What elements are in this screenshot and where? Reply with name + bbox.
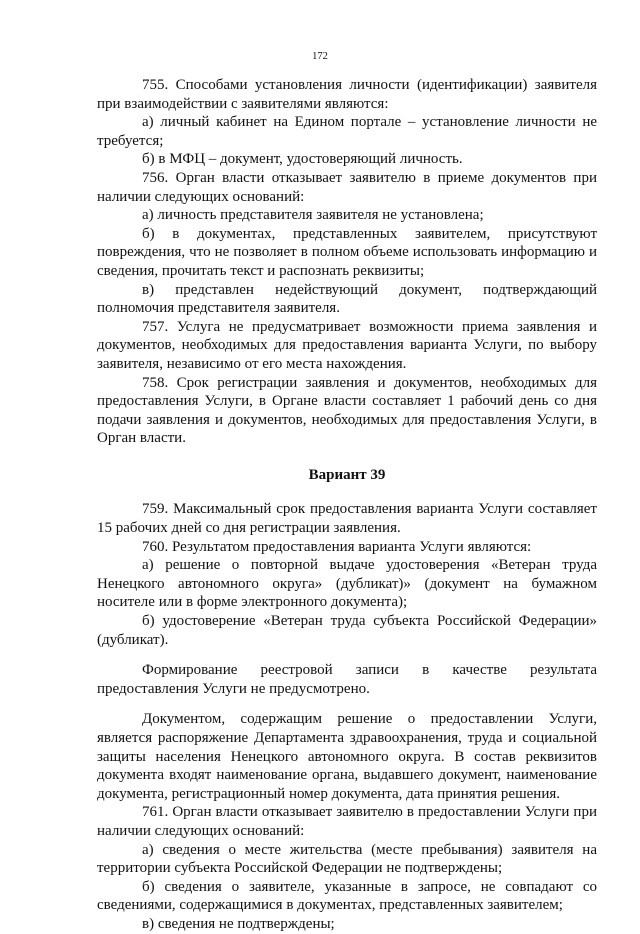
paragraph-755-b: б) в МФЦ – документ, удостоверяющий личность. [142,151,463,168]
paragraph-755-a: а) личный кабинет на Едином портале – установление личности не требуется; [97,114,597,149]
paragraph-759: 759. Максимальный срок предоставления варианта Услуги составляет 15 рабочих дней со дня регистрации заявления. [97,501,597,537]
paragraph-registry-note: Формирование реестровой записи в качестве результата предоставления Услуги не предусмотрено. [97,662,597,697]
paragraph-756-v: в) представлен недействующий документ, подтверждающий полномочия представителя заявителя. [97,281,597,317]
paragraph-760-a: а) решение о повторной выдаче удостоверения «Ветеран труда Ненецкого автономного округа» (дубликат)» (документ на бумажном носителе или в форме электронного документа); [97,557,597,611]
paragraph-756-a: а) личность представителя заявителя не установлена; [142,207,484,224]
paragraph-757: 757. Услуга не предусматривает возможности приема заявления и документов, необходимых для предоставления варианта Услуги, по выбору заявителя, независимо от его места нахождения. [97,318,597,372]
paragraph-756: 756. Орган власти отказывает заявителю в приеме документов при наличии следующих оснований: [97,169,597,205]
page-number: 172 [312,51,328,62]
paragraph-761-a: а) сведения о месте жительства (месте пребывания) заявителя на территории субъекта Российской Федерации не подтверждены; [97,841,597,877]
paragraph-758: 758. Срок регистрации заявления и документов, необходимых для предоставления Услуги, в Органе власти составляет 1 рабочий день со дня подачи заявления и документов, необходимых для предоставления Услуги, в Орган власти. [97,374,597,447]
paragraph-761: 761. Орган власти отказывает заявителю в предоставлении Услуги при наличии следующих оснований: [97,804,597,839]
paragraph-756-b: б) в документах, представленных заявителем, присутствуют повреждения, что не позволяет в полном объеме использовать информацию и сведения, прочитать текст и распознать реквизиты; [97,225,597,279]
paragraph-755: 755. Способами установления личности (идентификации) заявителя при взаимодействии с заявителями являются: [97,77,597,112]
paragraph-decision-document: Документом, содержащим решение о предоставлении Услуги, является распоряжение Департамента здравоохранения, труда и социальной защиты населения Ненецкого автономного округа. В состав реквизитов документа входят наименование органа, выдавшего документ, наименование документа, регистрационный номер документа, дата принятия решения. [97,711,597,802]
section-heading: Вариант 39 [308,466,386,483]
paragraph-760: 760. Результатом предоставления варианта Услуги являются: [142,538,532,555]
document-body [97,76,597,934]
paragraph-761-v: в) сведения не подтверждены; [142,915,335,932]
paragraph-760-b: б) удостоверение «Ветеран труда субъекта Российской Федерации» (дубликат). [97,613,597,648]
paragraph-761-b: б) сведения о заявителе, указанные в запросе, не совпадают со сведениями, содержащимися в документах, представленных заявителем; [97,878,597,914]
